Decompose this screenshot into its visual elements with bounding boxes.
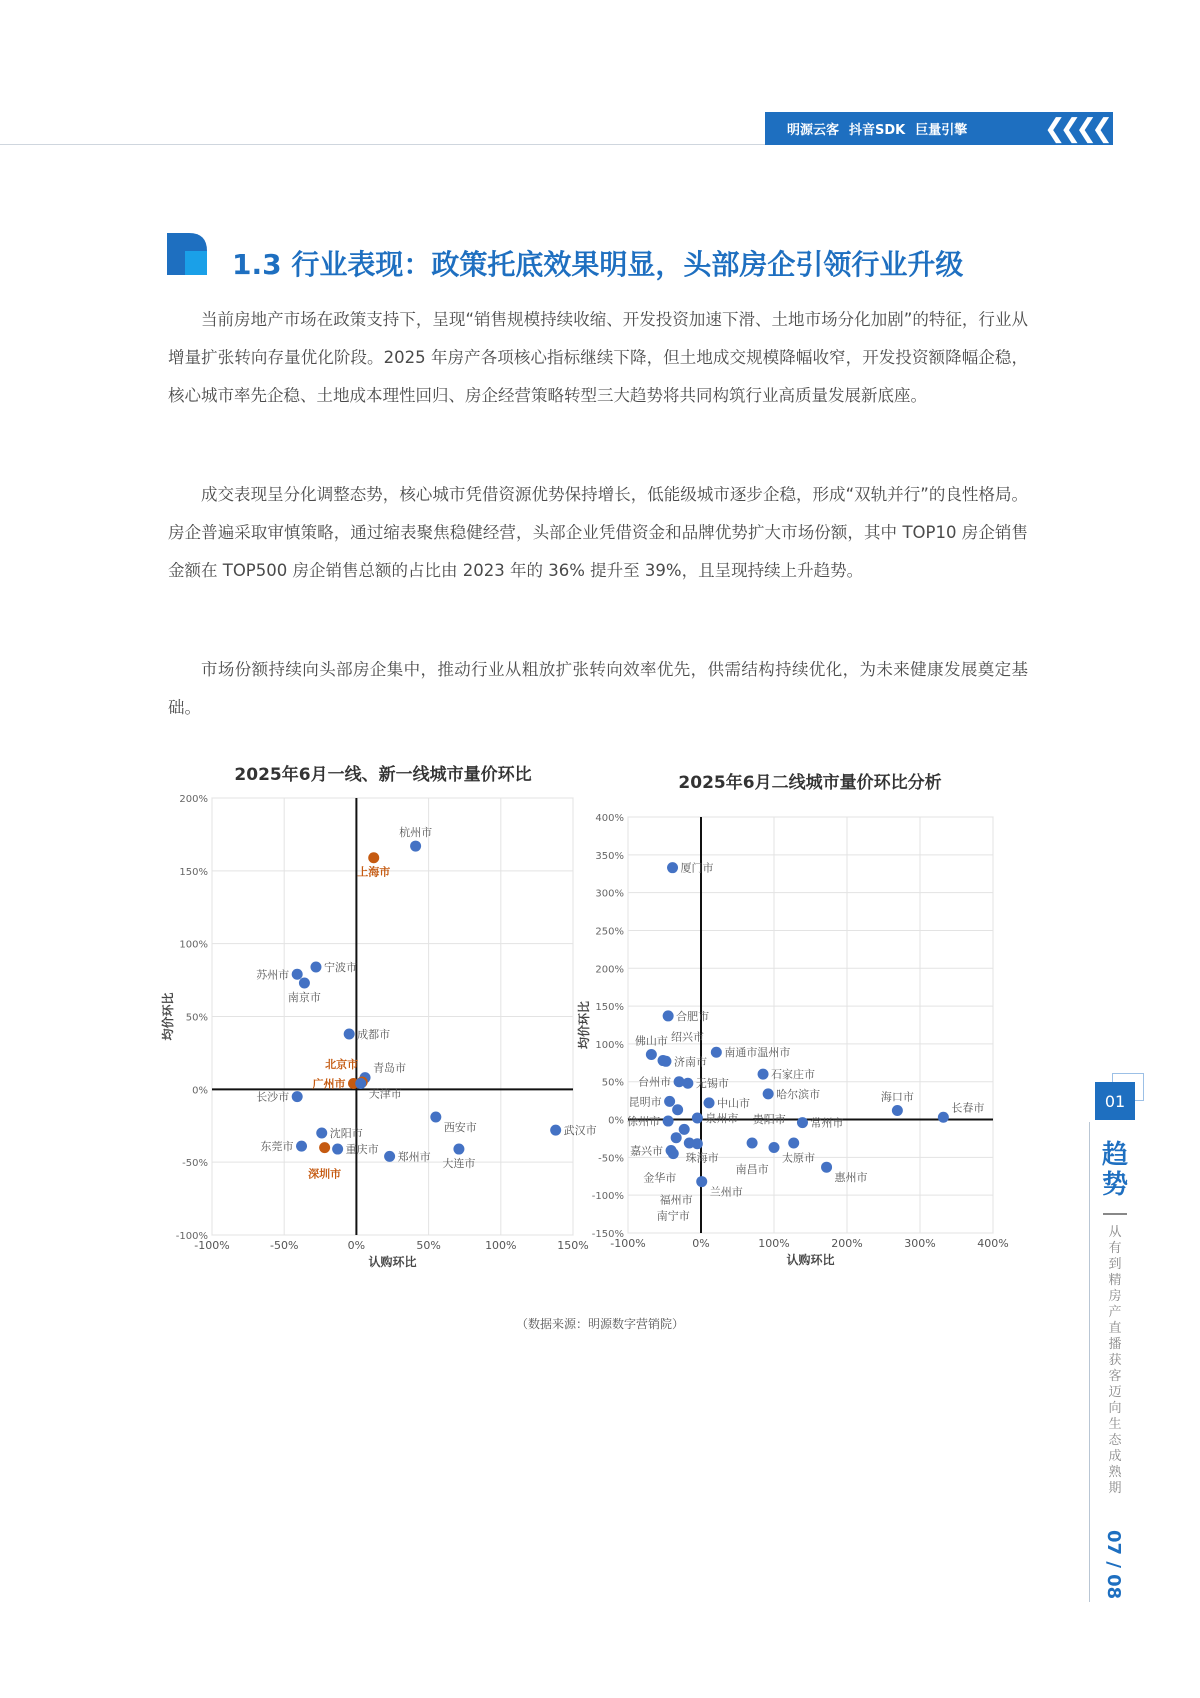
data-point [299,977,310,988]
data-point [355,1078,366,1089]
y-tick-label: 150% [179,866,208,878]
x-tick-label: 0% [347,1239,366,1252]
data-point [296,1141,307,1152]
section-title: 1.3 行业表现：政策托底效果明显，头部房企引领行业升级 [232,248,964,281]
y-tick-label: 200% [595,964,624,976]
chevrons-icon: ❮❮❮❮ [1043,113,1107,144]
point-label: 深圳市 [308,1167,342,1181]
data-point [646,1049,657,1060]
data-point [692,1138,703,1149]
point-label: 金华市 [643,1171,677,1185]
point-label: 天津市 [368,1087,402,1101]
y-tick-label: 50% [601,1077,624,1089]
y-axis-title: 均价环比 [161,992,175,1041]
data-point [663,1116,674,1127]
point-label: 厦门市 [680,861,714,875]
point-label: 珠海市 [685,1151,719,1165]
header-divider [0,144,766,145]
point-label: 佛山市 [634,1034,668,1048]
point-label: 上海市 [357,865,391,879]
x-tick-label: 50% [416,1239,441,1252]
y-tick-label: -50% [598,1153,624,1165]
y-tick-label: 50% [185,1012,208,1024]
x-tick-label: 400% [977,1237,1009,1250]
point-label: 嘉兴市 [630,1144,664,1158]
x-tick-label: 100% [758,1237,790,1250]
data-point [704,1097,715,1108]
data-point [938,1112,949,1123]
point-label: 石家庄市 [771,1068,816,1082]
data-point [674,1076,685,1087]
data-point [758,1069,769,1080]
paragraph-3: 市场份额持续向头部房企集中，推动行业从粗放扩张转向效率优先，供需结构持续优化，为未来健康发展奠定基础。 [168,660,1028,717]
point-label: 济南市 [673,1055,707,1069]
point-label: 北京市 [325,1058,359,1072]
brand-mingyuan-logo: 明源云客 [787,123,840,138]
section-title-icon [167,233,207,275]
point-label: 海口市 [880,1090,914,1104]
point-label: 武汉市 [563,1124,597,1138]
data-point [747,1137,758,1148]
point-label: 合肥市 [676,1009,710,1023]
sidebar-dash [1103,1213,1127,1215]
point-label: 绍兴市 [671,1030,705,1044]
point-label: 泉州市 [705,1112,739,1126]
point-label: 郑州市 [397,1150,431,1164]
y-tick-label: -50% [182,1158,208,1170]
point-label: 徐州市 [627,1115,661,1129]
brand-douyin-logo: 抖音SDK [849,123,906,138]
point-label: 南昌市 [735,1162,769,1176]
point-label: 东莞市 [260,1140,294,1154]
chapter-title: 趋势 [1101,1140,1128,1200]
data-point [667,862,678,873]
data-source-caption: （数据来源：明源数字营销院） [515,1317,685,1331]
chapter-subtitle: 从有到精 房产直播获客迈向生态成熟期 [1108,1225,1122,1496]
point-label: 大连市 [442,1157,476,1171]
chart2-title: 2025年6月二线城市量价环比分析 [678,773,942,793]
point-label: 沈阳市 [329,1127,363,1141]
y-tick-label: 0% [192,1085,208,1097]
data-point [344,1028,355,1039]
data-point [332,1144,343,1155]
y-tick-label: -150% [591,1229,624,1240]
chart1-title: 2025年6月一线、新一线城市量价环比 [234,765,532,785]
data-point [663,1010,674,1021]
y-tick-label: 300% [595,888,624,900]
data-point [821,1162,832,1173]
x-tick-label: -100% [194,1239,230,1252]
data-point [453,1144,464,1155]
page-number: 07 / 08 [1103,1530,1124,1600]
y-tick-label: 150% [595,1002,624,1014]
brand-bar [765,112,1113,145]
chart1-scatter [161,750,600,1269]
point-label: 南宁市 [656,1209,690,1223]
y-tick-label: 400% [595,813,624,824]
y-tick-label: 250% [595,926,624,938]
y-tick-label: 0% [608,1115,624,1127]
data-point [668,1148,679,1159]
data-point [292,969,303,980]
x-axis-title: 认购环比 [786,1253,835,1267]
y-tick-label: 100% [595,1039,624,1051]
point-label: 西安市 [443,1121,477,1135]
point-label: 重庆市 [345,1143,379,1157]
chapter-number: 01 [1095,1082,1135,1120]
data-point [319,1142,330,1153]
point-label: 苏州市 [256,968,290,982]
data-point [769,1142,780,1153]
point-label: 长沙市 [256,1090,290,1104]
data-point [797,1117,808,1128]
data-point [410,841,421,852]
point-label: 哈尔滨市 [776,1087,821,1101]
point-label: 南通市温州市 [724,1046,791,1060]
point-label: 广州市 [312,1077,346,1091]
brand-juliang-logo: 巨量引擎 [915,123,968,138]
data-point [550,1125,561,1136]
point-label: 贵阳市 [752,1112,786,1126]
point-label: 杭州市 [399,826,433,840]
x-tick-label: 0% [692,1237,710,1250]
data-point [368,852,379,863]
data-point [679,1124,690,1135]
y-tick-label: 200% [179,794,208,805]
data-point [788,1137,799,1148]
y-tick-label: -100% [591,1191,624,1203]
point-label: 南京市 [287,990,321,1004]
plot-frame [628,817,993,1233]
point-label: 兰州市 [709,1185,743,1199]
data-point [892,1105,903,1116]
point-label: 宁波市 [323,960,357,974]
x-tick-label: -100% [610,1237,646,1250]
data-point [763,1088,774,1099]
point-label: 惠州市 [834,1171,868,1185]
point-label: 无锡市 [695,1077,729,1091]
point-label: 中山市 [717,1096,751,1110]
x-tick-label: 200% [831,1237,863,1250]
y-axis-title: 均价环比 [577,1000,591,1050]
data-point [310,961,321,972]
data-point [292,1091,303,1102]
y-tick-label: -100% [175,1231,208,1242]
data-point [671,1132,682,1143]
y-tick-label: 350% [595,850,624,862]
point-label: 台州市 [638,1075,672,1089]
point-label: 昆明市 [628,1095,662,1109]
point-label: 太原市 [782,1151,815,1165]
data-point [672,1104,683,1115]
point-label: 福州市 [659,1193,693,1207]
paragraph-1: 当前房地产市场在政策支持下，呈现“销售规模持续收缩、开发投资加速下滑、土地市场分化加剧”的特征，行业从增量扩张转向存量优化阶段。2025 年房产各项核心指标继续下降，但土地成交规模降幅收窄，开发投资额降幅企稳，核心城市率先企稳、土地成本理性回归、房企经营策略转型三大趋势将共同构筑行业高质量发展新底座。 [168,310,1028,405]
data-point [692,1113,703,1124]
data-point [660,1056,671,1067]
paragraph-2: 成交表现呈分化调整态势，核心城市凭借资源优势保持增长，低能级城市逐步企稳，形成“双轨并行”的良性格局。房企普遍采取审慎策略，通过缩表聚焦稳健经营，头部企业凭借资金和品牌优势扩大市场份额，其中 TOP10 房企销售金额在 TOP500 房企销售总额的占比由 2023 年的 36% 提升至 39%，且呈现持续上升趋势。 [168,485,1028,580]
x-axis-title: 认购环比 [368,1255,417,1269]
point-label: 长春市 [951,1101,985,1115]
x-tick-label: 100% [485,1239,517,1252]
point-label: 青岛市 [373,1061,407,1075]
point-label: 常州市 [810,1116,844,1130]
y-tick-label: 100% [179,939,208,951]
data-point [430,1112,441,1123]
point-label: 成都市 [357,1027,391,1041]
data-point [664,1096,675,1107]
x-tick-label: 150% [557,1239,589,1252]
sidebar-divider [1089,1122,1090,1602]
x-tick-label: -50% [269,1239,299,1252]
data-point [384,1151,395,1162]
data-point [696,1176,707,1187]
x-tick-label: 300% [904,1237,936,1250]
data-point [711,1047,722,1058]
data-point [316,1128,327,1139]
